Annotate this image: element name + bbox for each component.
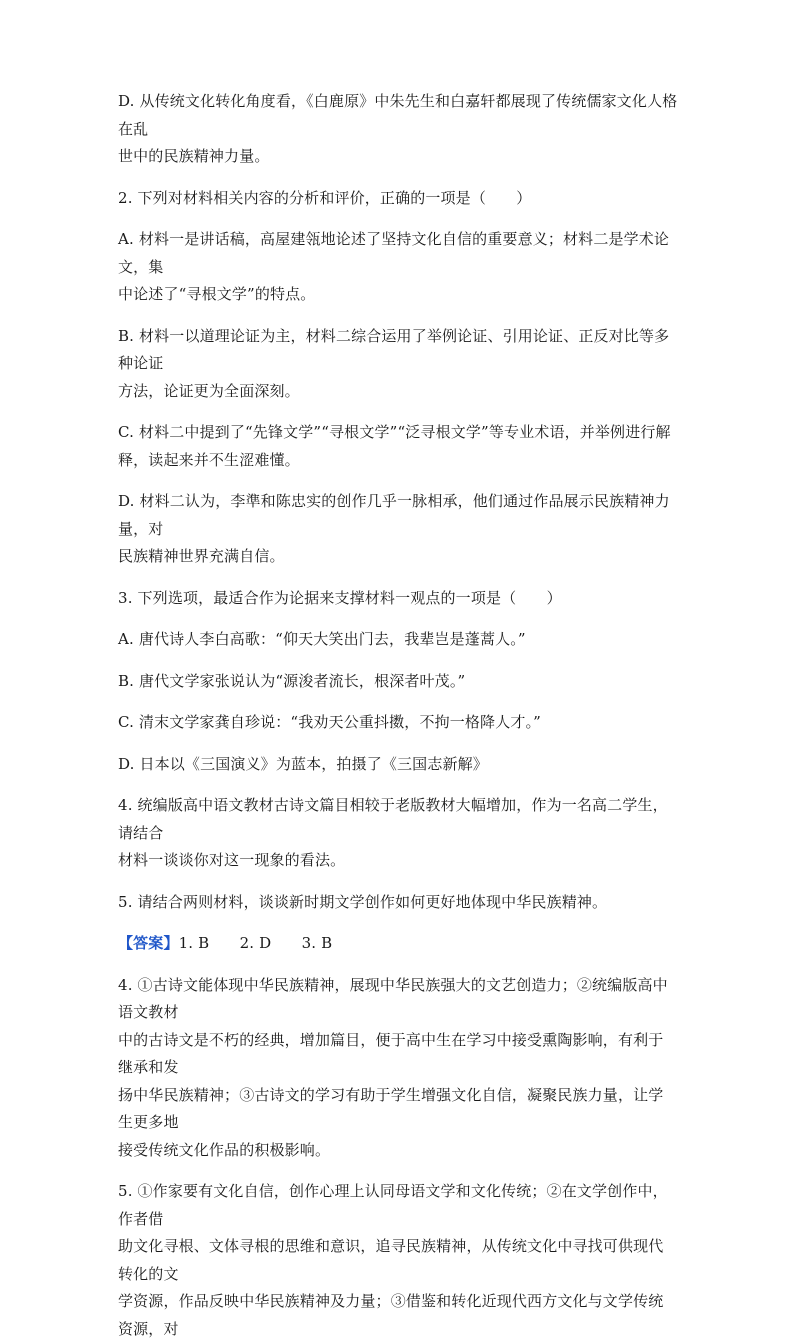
text-line: A. 材料一是讲话稿，高屋建瓴地论述了坚持文化自信的重要意义；材料二是学术论文，集 xyxy=(118,230,669,276)
q4-stem xyxy=(118,792,678,875)
text-line: 接受传统文化作品的积极影响。 xyxy=(118,1141,330,1159)
text-line: 5. ①作家要有文化自信，创作心理上认同母语文学和文化传统；②在文学创作中，作者借 xyxy=(118,1182,668,1228)
q2-option-a xyxy=(118,226,678,309)
document-page xyxy=(118,88,678,1343)
text-line: 4. 统编版高中语文教材古诗文篇目相较于老版教材大幅增加，作为一名高二学生，请结合 xyxy=(118,796,668,842)
q2-stem xyxy=(118,185,678,213)
answer-choices: 1. B 2. D 3. B xyxy=(179,934,333,952)
text-line: D. 日本以《三国演义》为蓝本，拍摄了《三国志新解》 xyxy=(118,755,488,773)
q3-stem xyxy=(118,585,678,613)
question-list xyxy=(118,88,678,916)
text-line: 中的古诗文是不朽的经典，增加篇目，便于高中生在学习中接受熏陶影响，有利于继承和发 xyxy=(118,1031,663,1077)
q3-option-d xyxy=(118,751,678,779)
text-line: D. 材料二认为，李準和陈忠实的创作几乎一脉相承，他们通过作品展示民族精神力量，对 xyxy=(118,492,670,538)
text-line: 世中的民族精神力量。 xyxy=(118,147,270,165)
text-line: D. 从传统文化转化角度看，《白鹿原》中朱先生和白嘉轩都展现了传统儒家文化人格在乱 xyxy=(118,92,677,138)
text-line: 中论述了“寻根文学”的特点。 xyxy=(118,285,315,303)
text-line: 材料一谈谈你对这一现象的看法。 xyxy=(118,851,345,869)
q3-option-c xyxy=(118,709,678,737)
answer-4 xyxy=(118,972,678,1165)
answer-label: 【答案】 xyxy=(118,934,179,952)
text-line: C. 材料二中提到了“先锋文学”“寻根文学”“泛寻根文学”等专业术语，并举例进行解 xyxy=(118,423,671,441)
text-line: 方法，论证更为全面深刻。 xyxy=(118,382,300,400)
text-line: C. 清末文学家龚自珍说：“我劝天公重抖擞，不拘一格降人才。” xyxy=(118,713,541,731)
answer-5 xyxy=(118,1178,678,1343)
text-line: A. 唐代诗人李白高歌：“仰天大笑出门去，我辈岂是蓬蒿人。” xyxy=(118,630,526,648)
text-line: 4. ①古诗文能体现中华民族精神，展现中华民族强大的文艺创造力；②统编版高中语文教材 xyxy=(118,976,668,1022)
text-line: 学资源，作品反映中华民族精神及力量；③借鉴和转化近现代西方文化与文学传统资源，对 xyxy=(118,1292,663,1338)
text-line: B. 材料一以道理论证为主，材料二综合运用了举例论证、引用论证、正反对比等多种论证 xyxy=(118,327,669,373)
q5-stem xyxy=(118,889,678,917)
text-line: B. 唐代文学家张说认为“源浚者流长，根深者叶茂。” xyxy=(118,672,465,690)
text-line: 2. 下列对材料相关内容的分析和评价，正确的一项是（ ） xyxy=(118,189,531,207)
text-line: 5. 请结合两则材料，谈谈新时期文学创作如何更好地体现中华民族精神。 xyxy=(118,893,607,911)
text-line: 民族精神世界充满自信。 xyxy=(118,547,285,565)
text-line: 释，读起来并不生涩难懂。 xyxy=(118,451,300,469)
q2-option-d xyxy=(118,488,678,571)
text-line: 助文化寻根、文体寻根的思维和意识，追寻民族精神，从传统文化中寻找可供现代转化的文 xyxy=(118,1237,663,1283)
q1-option-d xyxy=(118,88,678,171)
q3-option-a xyxy=(118,626,678,654)
q3-option-b xyxy=(118,668,678,696)
text-line: 3. 下列选项，最适合作为论据来支撑材料一观点的一项是（ ） xyxy=(118,589,562,607)
answer-explanations xyxy=(118,972,678,1343)
text-line: 扬中华民族精神；③古诗文的学习有助于学生增强文化自信，凝聚民族力量，让学生更多地 xyxy=(118,1086,663,1132)
q2-option-b xyxy=(118,323,678,406)
answer-line xyxy=(118,930,678,958)
q2-option-c xyxy=(118,419,678,474)
